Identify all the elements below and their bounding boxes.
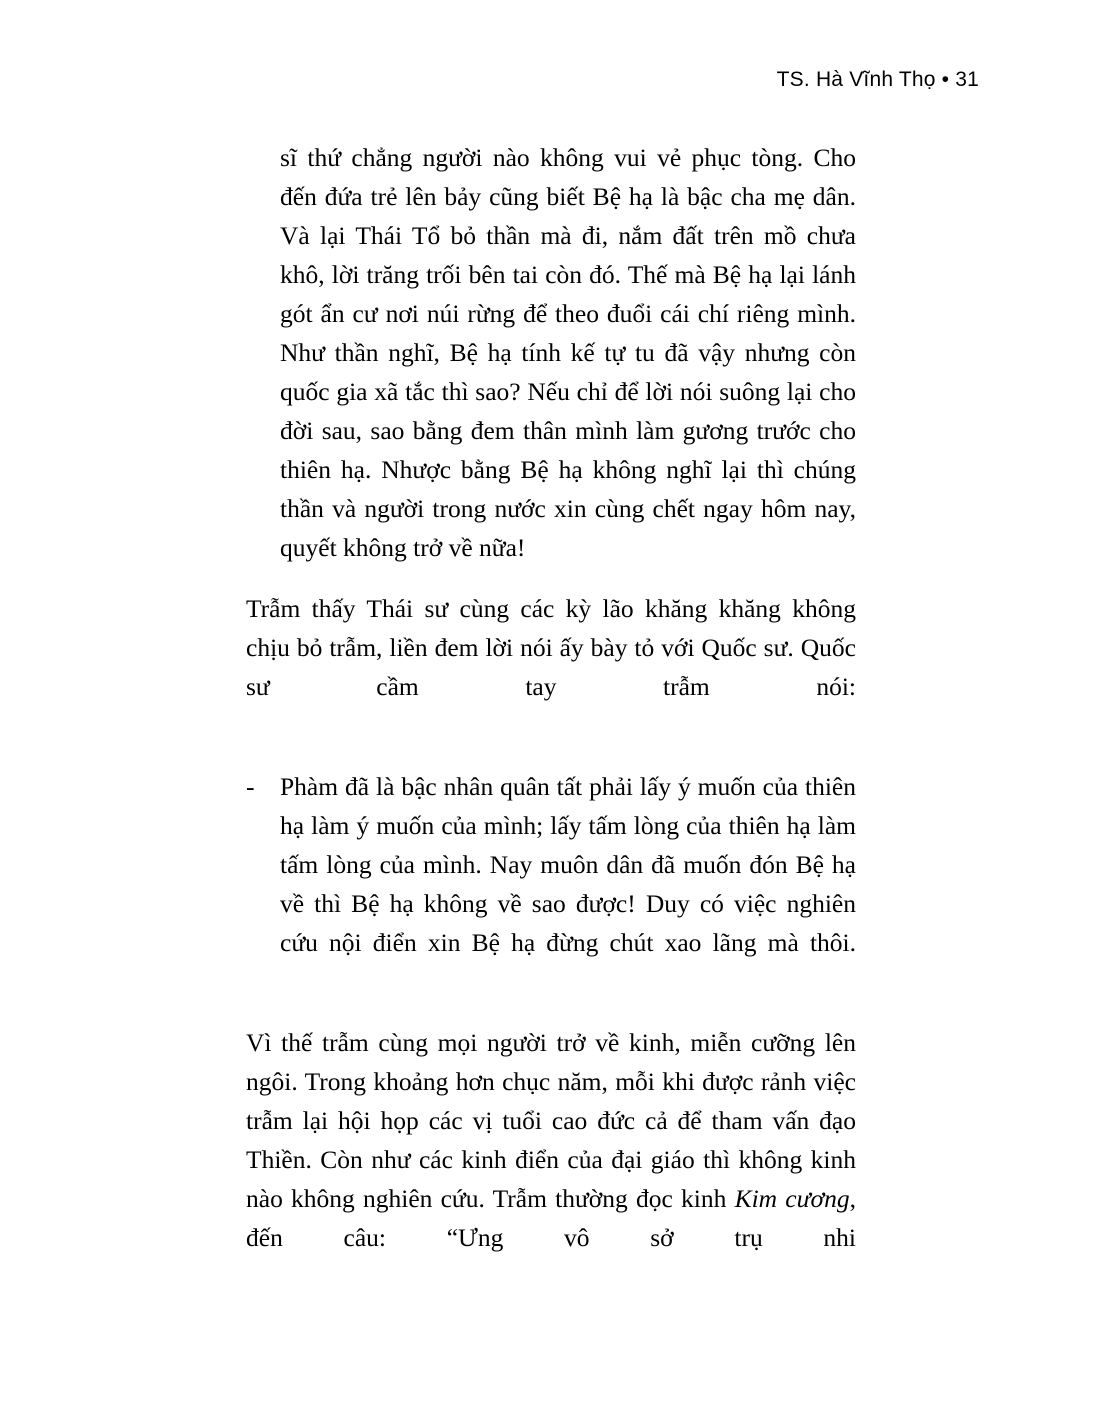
bullet-marker: - [246,772,255,801]
text-segment-1: Vì thế trẫm cùng mọi người trở về kinh, miễn cưỡng lên ngôi. Trong khoảng hơn chục năm, mỗi khi được rảnh việc trẫm lại hội họp các vị tuổi cao đức cả để tham vấn đạo Thiền. Còn như các kinh điển của đại giáo thì không kinh nào không nghiên cứu. Trẫm thường đọc kinh [246,1028,856,1213]
header-separator: • [941,68,950,91]
page-header [0,68,979,92]
text-segment-3: , đến câu: “Ưng vô sở trụ nhi [246,1184,856,1252]
paragraph-with-italic [246,1023,856,1296]
book-title: Kim cương [734,1184,850,1213]
quoted-paragraph: sĩ thứ chẳng người nào không vui vẻ phục tòng. Cho đến đứa trẻ lên bảy cũng biết Bệ hạ là bậc cha mẹ dân. Và lại Thái Tổ bỏ thần mà đi, nắm đất trên mồ chưa khô, lời trăng trối bên tai còn đó. Thế mà Bệ hạ lại lánh gót ẩn cư nơi núi rừng để theo đuổi cái chí riêng mình. Như thần nghĩ, Bệ hạ tính kế tự tu đã vậy nhưng còn quốc gia xã tắc thì sao? Nếu chỉ để lời nói suông lại cho đời sau, sao bằng đem thân mình làm gương trước cho thiên hạ. Nhược bằng Bệ hạ không nghĩ lại thì chúng thần và người trong nước xin cùng chết ngay hôm nay, quyết không trở về nữa! [280,143,856,562]
bullet-item [246,767,856,1001]
paragraph: Trẫm thấy Thái sư cùng các kỳ lão khăng khăng không chịu bỏ trẫm, liền đem lời nói ấy bày tỏ với Quốc sư. Quốc sư cầm tay trẫm nói: [246,594,856,701]
header-author: TS. Hà Vĩnh Thọ [776,68,936,91]
page-body [246,138,856,1318]
page-number: 31 [955,68,979,91]
bullet-text: Phàm đã là bậc nhân quân tất phải lấy ý muốn của thiên hạ làm ý muốn của mình; lấy tấm lòng của thiên hạ làm tấm lòng của mình. Nay muôn dân đã muốn đón Bệ hạ về thì Bệ hạ không về sao được! Duy có việc nghiên cứu nội điển xin Bệ hạ đừng chút xao lãng mà thôi. [280,772,856,957]
